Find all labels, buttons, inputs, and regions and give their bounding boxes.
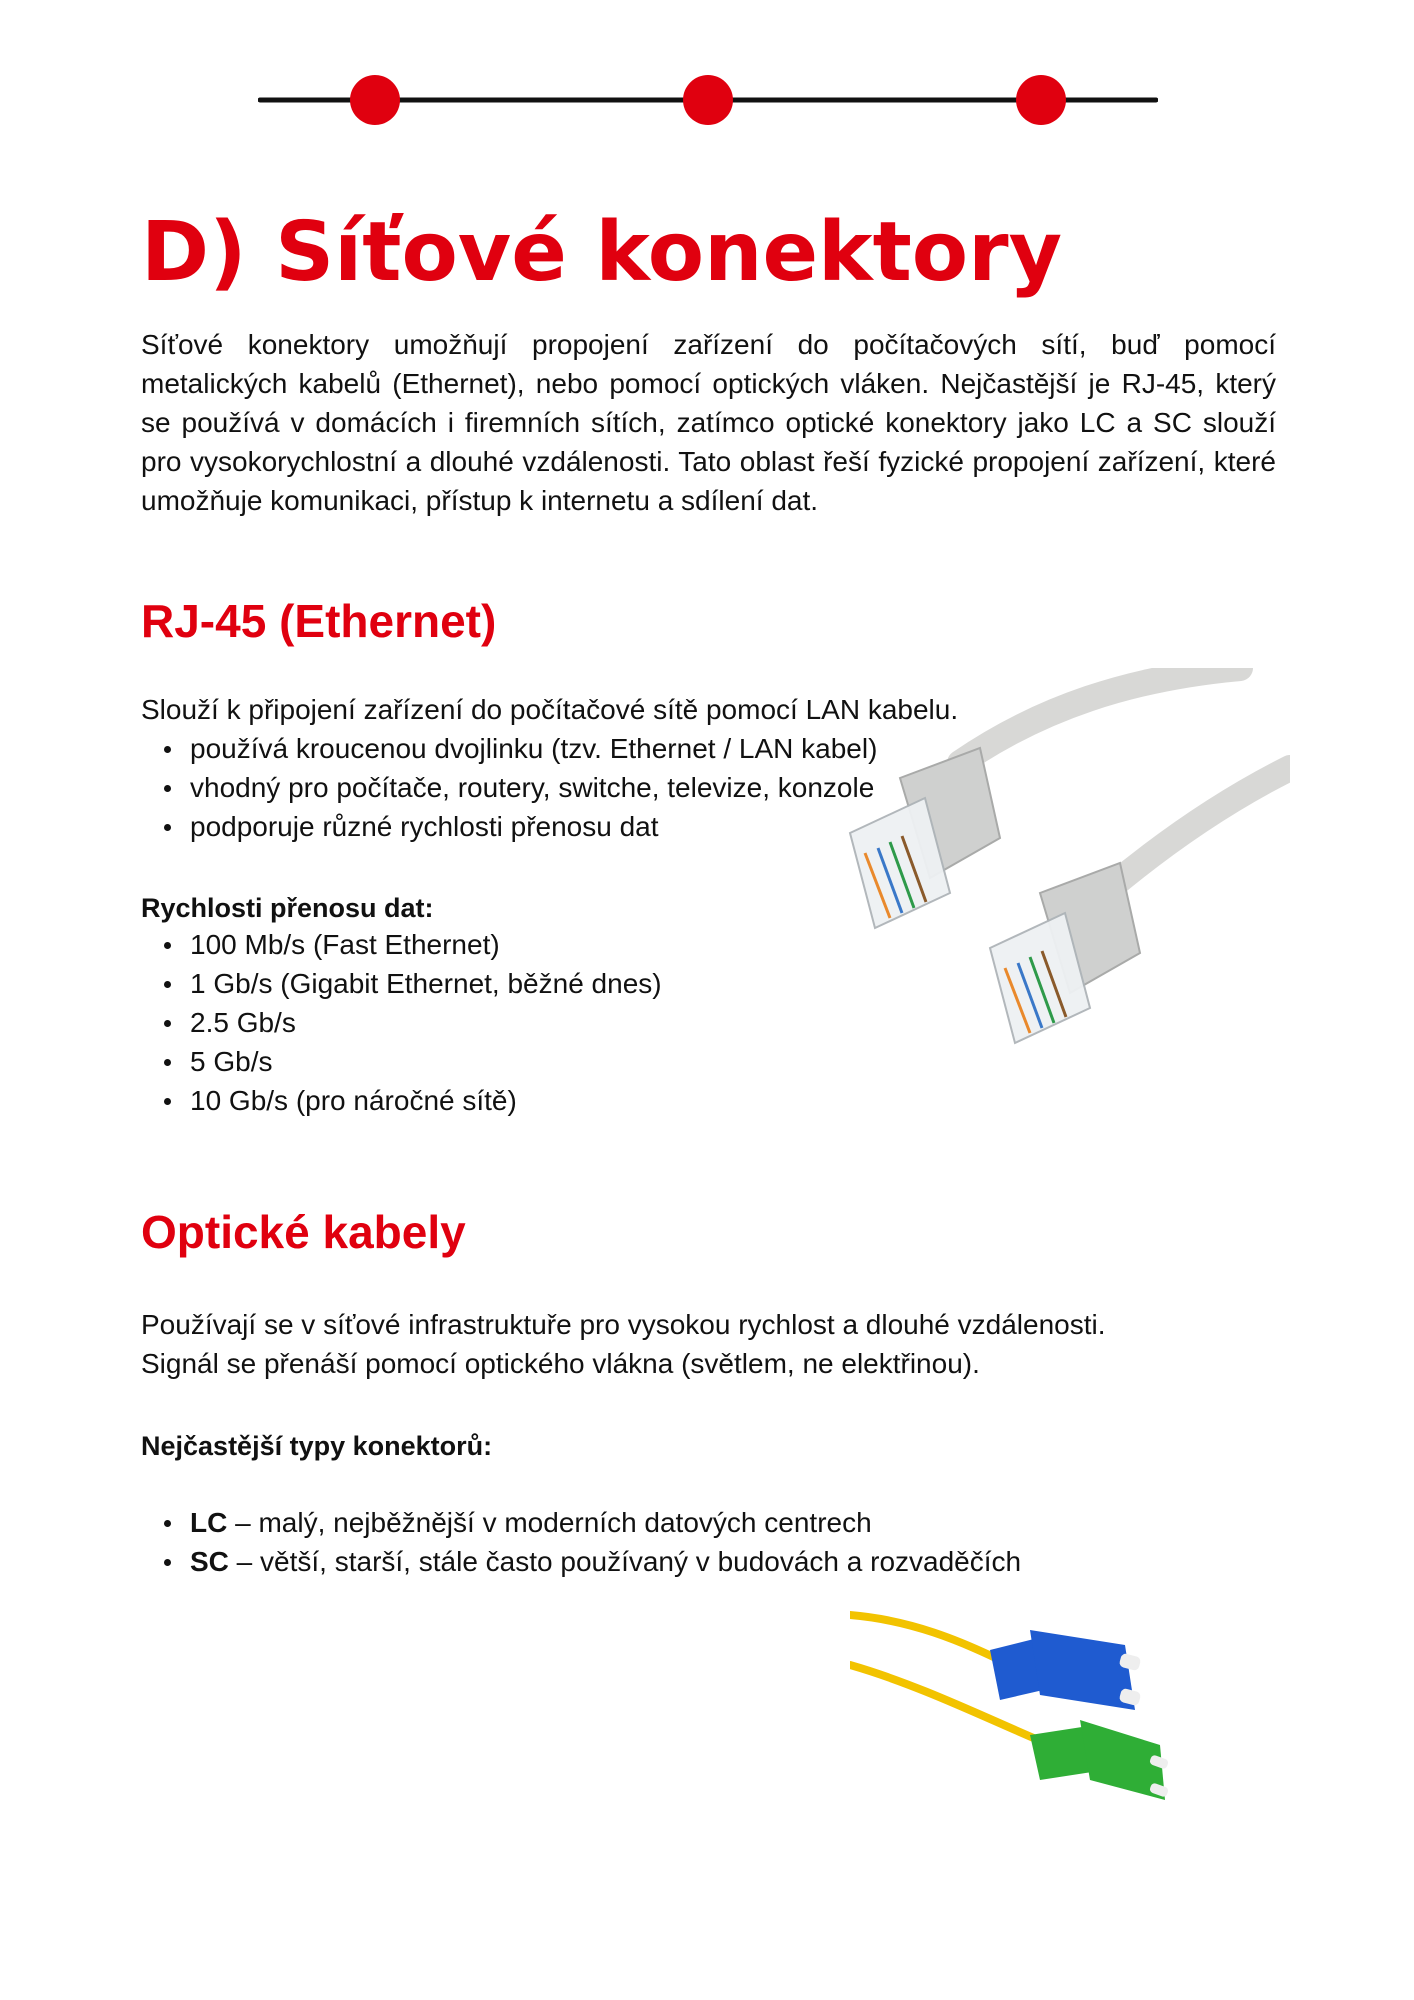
header-decoration bbox=[258, 72, 1158, 132]
list-item: 5 Gb/s bbox=[150, 1042, 662, 1081]
rj45-plug-left bbox=[850, 748, 1000, 928]
header-dot bbox=[1016, 75, 1066, 125]
list-item: 10 Gb/s (pro náročné sítě) bbox=[150, 1081, 662, 1120]
list-item: používá kroucenou dvojlinku (tzv. Ethernet / LAN kabel) bbox=[150, 729, 877, 768]
optical-lead-1: Používají se v síťové infrastruktuře pro vysokou rychlost a dlouhé vzdálenosti. bbox=[141, 1309, 1106, 1340]
connector-desc-lc: – malý, nejběžnější v moderních datových centrech bbox=[227, 1507, 872, 1538]
connector-desc-sc: – větší, starší, stále často používaný v budovách a rozvaděčích bbox=[228, 1546, 1022, 1577]
header-dot bbox=[683, 75, 733, 125]
rj45-lead: Slouží k připojení zařízení do počítačové sítě pomocí LAN kabelu. bbox=[141, 694, 959, 725]
optical-types-list bbox=[150, 1503, 1021, 1581]
list-item: podporuje různé rychlosti přenosu dat bbox=[150, 807, 877, 846]
list-item: 1 Gb/s (Gigabit Ethernet, běžné dnes) bbox=[150, 964, 662, 1003]
intro-paragraph: Síťové konektory umožňují propojení zařízení do počítačových sítí, buď pomocí metalických kabelů (Ethernet), nebo pomocí optických vláken. Nejčastější je RJ-45, který se používá v domácích i firemních sítích, zatímco optické konektory jako LC a SC slouží pro vysokorychlostní a dlouhé vzdálenosti. Tato oblast řeší fyzické propojení zařízení, které umožňuje komunikaci, přístup k internetu a sdílení dat. bbox=[141, 329, 1276, 516]
connector-name-sc: SC bbox=[190, 1546, 229, 1577]
rj45-feature-list bbox=[150, 729, 877, 846]
header-dot bbox=[350, 75, 400, 125]
rj45-plug-right bbox=[990, 863, 1140, 1043]
optical-lead-2: Signál se přenáší pomocí optického vlákna (světlem, ne elektřinou). bbox=[141, 1348, 980, 1379]
rj45-speeds-heading: Rychlosti přenosu dat: bbox=[141, 893, 434, 923]
optical-types-heading: Nejčastější typy konektorů: bbox=[141, 1431, 493, 1461]
list-item: 2.5 Gb/s bbox=[150, 1003, 662, 1042]
optical-heading: Optické kabely bbox=[141, 1206, 466, 1258]
connector-name-lc: LC bbox=[190, 1507, 228, 1538]
page-title: D) Síťové konektory bbox=[141, 205, 1063, 300]
list-item: vhodný pro počítače, routery, switche, televize, konzole bbox=[150, 768, 877, 807]
sc-connector bbox=[990, 1630, 1141, 1710]
lc-connector bbox=[1030, 1720, 1169, 1800]
list-item bbox=[150, 1503, 1021, 1542]
rj45-heading: RJ-45 (Ethernet) bbox=[141, 595, 497, 647]
list-item bbox=[150, 1542, 1021, 1581]
rj45-speed-list bbox=[150, 925, 662, 1120]
fiber-cable-illustration bbox=[850, 1595, 1250, 1835]
list-item: 100 Mb/s (Fast Ethernet) bbox=[150, 925, 662, 964]
rj45-cable-illustration bbox=[830, 668, 1290, 1118]
